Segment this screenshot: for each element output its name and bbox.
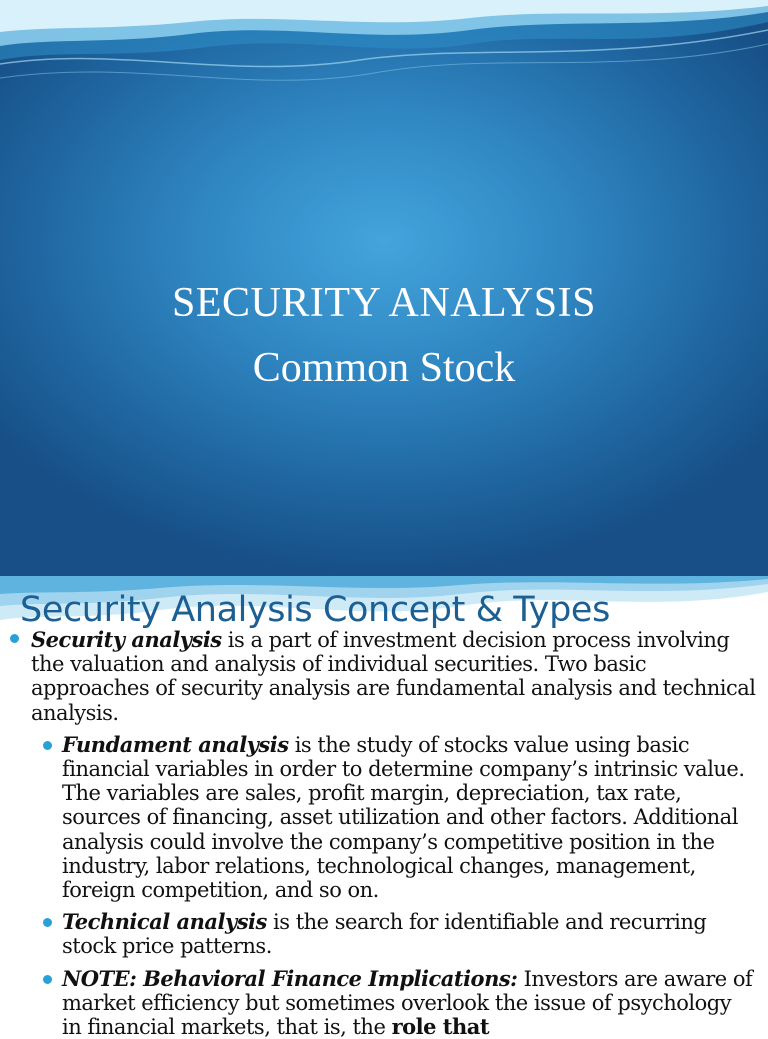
bullet-dot-icon <box>10 634 19 643</box>
sub-list-container <box>0 733 768 1039</box>
bullet-term: NOTE: Behavioral Finance Implications: <box>62 965 518 991</box>
bullet-dot-icon <box>43 741 52 750</box>
content-slide <box>0 576 768 1039</box>
sub-bullet-list <box>0 733 768 1039</box>
slide-title <box>0 272 768 402</box>
bullet-term: Security analysis <box>31 627 222 652</box>
bullet-term: Technical analysis <box>62 909 267 935</box>
list-item <box>0 733 768 902</box>
list-item <box>0 910 768 958</box>
bullet-text: is the study of stocks value using basic financial variables in order to determine company’s intrinsic value. The variables are sales, profit margin, depreciation, tax rate, sources of financing, asset utilization and other factors. Additional analysis could involve the company’s competitive position in the industry, labor relations, technological changes, management, foreign competition, and so on. <box>62 732 745 903</box>
slide-heading: Security Analysis Concept & Types <box>20 590 610 630</box>
bullet-dot-icon <box>43 918 52 927</box>
bullet-text: is a part of investment decision process involving the valuation and analysis of individual securities. Two basic approaches of security analysis are fundamental analysis and technical analysis. <box>31 628 756 725</box>
list-item <box>0 628 768 725</box>
title-main: SECURITY ANALYSIS <box>172 280 596 326</box>
bullet-text: Investors are aware of market efficiency but sometimes overlook the issue of psychology in financial markets, that is, the <box>62 966 753 1039</box>
bullet-text: is the search for identifiable and recurring stock price patterns. <box>62 910 707 959</box>
slide-body <box>0 628 768 1039</box>
bullet-bold-tail: role that <box>391 1014 490 1039</box>
bullet-term: Fundament analysis <box>62 731 289 757</box>
list-item <box>0 967 768 1039</box>
bullet-dot-icon <box>43 975 52 984</box>
bullet-list <box>0 628 768 1039</box>
title-subtitle: Common Stock <box>252 345 516 391</box>
decorative-waves-top <box>0 0 768 110</box>
